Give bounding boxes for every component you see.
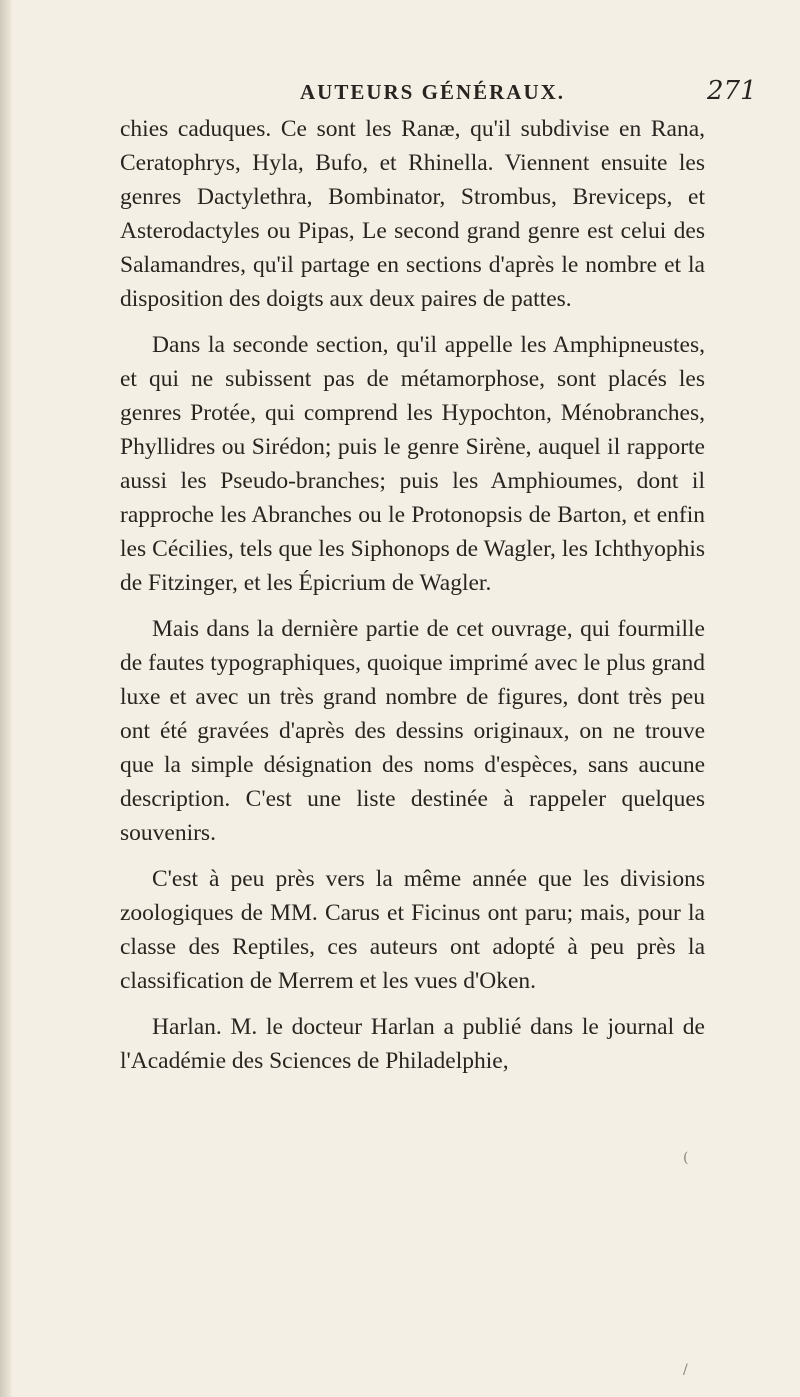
paragraph-4: C'est à peu près vers la même année que les divisions zoologiques de MM. Carus et Ficinus ont paru; mais, pour la classe des Reptiles, ces auteurs ont adopté à peu près la classification de Merrem et les vues d'Oken. (120, 866, 705, 994)
paragraph-3: Mais dans la dernière partie de cet ouvrage, qui fourmille de fautes typographiques, quoique imprimé avec le plus grand luxe et avec un très grand nombre de figures, dont très peu ont été gravées d'après des dessins originaux, on ne trouve que la simple désignation des noms d'espèces, sans aucune description. C'est une liste destinée à rappeler quelques souvenirs. (120, 616, 705, 846)
page-header (0, 76, 800, 116)
page-number: 271 (707, 76, 757, 106)
stray-mark: ( (683, 1150, 689, 1166)
stray-mark-bottom: / (683, 1362, 688, 1378)
paragraph-1: chies caduques. Ce sont les Ranæ, qu'il subdivise en Rana, Ceratophrys, Hyla, Bufo, et Rhinella. Viennent ensuite les genres Dactylethra, Bombinator, Strombus, Breviceps, et Asterodactyles ou Pipas, Le second grand genre est celui des Salamandres, qu'il partage en sections d'après le nombre et la disposition des doigts aux deux paires de pattes. (120, 116, 705, 312)
page-edge (0, 0, 12, 1397)
paragraph-5: Harlan. M. le docteur Harlan a publié dans le journal de l'Académie des Sciences de Philadelphie, (120, 1014, 705, 1074)
paragraph-2: Dans la seconde section, qu'il appelle les Amphipneustes, et qui ne subissent pas de métamorphose, sont placés les genres Protée, qui comprend les Hypochton, Ménobranches, Phyllidres ou Sirédon; puis le genre Sirène, auquel il rapporte aussi les Pseudo-branches; puis les Amphioumes, dont il rapproche les Abranches ou le Protonopsis de Barton, et enfin les Cécilies, tels que les Siphonops de Wagler, les Ichthyophis de Fitzinger, et les Épicrium de Wagler. (120, 332, 705, 596)
body-text (120, 112, 705, 1090)
running-title: AUTEURS GÉNÉRAUX. (300, 80, 566, 104)
